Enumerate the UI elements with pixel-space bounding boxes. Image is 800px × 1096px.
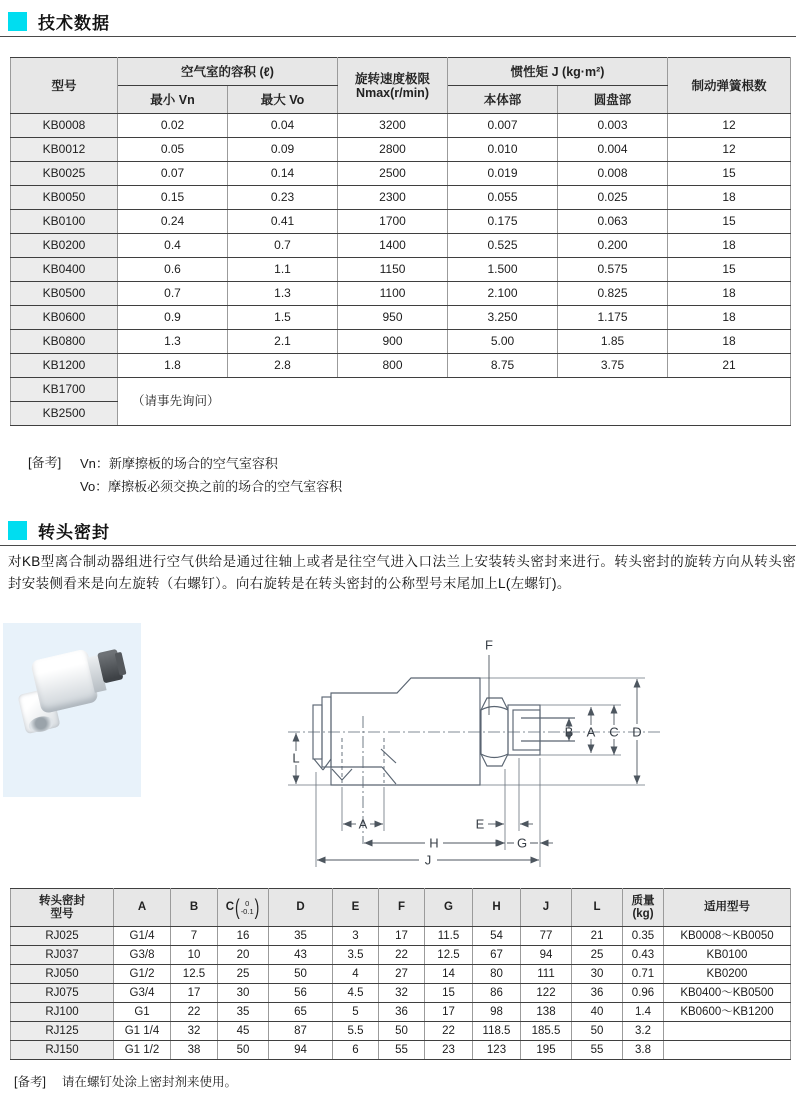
- table-cell: 900: [338, 330, 448, 354]
- table-cell-model: KB0100: [11, 210, 118, 234]
- col-header-f: F: [379, 889, 425, 927]
- table-row: [11, 162, 791, 186]
- table-cell: 5: [333, 1003, 379, 1022]
- rj-table-header: [11, 889, 791, 927]
- table-cell: 118.5: [473, 1022, 521, 1041]
- table-cell: 36: [572, 984, 623, 1003]
- remark-prefix: [备考]: [14, 1075, 46, 1089]
- table-cell: 0.003: [558, 114, 668, 138]
- col-header-g: G: [425, 889, 473, 927]
- table-cell: 0.96: [623, 984, 664, 1003]
- table-cell: 7: [171, 927, 218, 946]
- table-cell-model: KB0050: [11, 186, 118, 210]
- table-row: [11, 946, 791, 965]
- table-cell: 77: [521, 927, 572, 946]
- table-cell: 3.75: [558, 354, 668, 378]
- dim-label-e: E: [475, 816, 485, 832]
- table-cell: 1100: [338, 282, 448, 306]
- dim-label-a-port: A: [358, 816, 368, 832]
- centerlines: [288, 716, 660, 844]
- table-cell: 0.575: [558, 258, 668, 282]
- table-cell: 0.6: [118, 258, 228, 282]
- table-cell: KB0400～KB0500: [664, 984, 791, 1003]
- table-cell: 1.1: [228, 258, 338, 282]
- table-cell-model: KB0012: [11, 138, 118, 162]
- table-cell: 185.5: [521, 1022, 572, 1041]
- table-cell: 0.7: [118, 282, 228, 306]
- table-cell: 0.055: [448, 186, 558, 210]
- table-cell: [664, 1022, 791, 1041]
- table-cell-model: KB0500: [11, 282, 118, 306]
- table-cell: 138: [521, 1003, 572, 1022]
- table-cell: 55: [379, 1041, 425, 1060]
- table-cell: 18: [668, 330, 791, 354]
- col-header-seal-model: [11, 889, 114, 927]
- table-cell: 3200: [338, 114, 448, 138]
- table-cell: G1: [114, 1003, 171, 1022]
- col-header-springs: 制动弹簧根数: [668, 58, 791, 114]
- table-cell: 1.3: [118, 330, 228, 354]
- table-cell: 18: [668, 186, 791, 210]
- dim-label-l: L: [292, 750, 300, 766]
- table-cell: 0.43: [623, 946, 664, 965]
- table-cell: 15: [668, 258, 791, 282]
- table-cell: 35: [269, 927, 333, 946]
- table-row: [11, 1041, 791, 1060]
- table-cell: 50: [218, 1041, 269, 1060]
- table-row: [11, 282, 791, 306]
- table-cell: [664, 1041, 791, 1060]
- table-cell: 2.1: [228, 330, 338, 354]
- table-cell-model: KB2500: [11, 402, 118, 426]
- table-cell-model: RJ037: [11, 946, 114, 965]
- table-row: [11, 1003, 791, 1022]
- table-cell: 0.14: [228, 162, 338, 186]
- kb-table-body: [11, 114, 791, 378]
- c-tolerance-lower: -0.1: [240, 906, 254, 916]
- extension-lines: [288, 678, 645, 867]
- inquiry-note-cell: （请事先询问）: [118, 378, 791, 426]
- table-cell: 0.825: [558, 282, 668, 306]
- table-cell: 0.41: [228, 210, 338, 234]
- table-cell: 25: [572, 946, 623, 965]
- table-cell: 111: [521, 965, 572, 984]
- table-cell-model: KB0800: [11, 330, 118, 354]
- table-cell-model: RJ050: [11, 965, 114, 984]
- mass-line2: (kg): [632, 907, 654, 920]
- table-cell: G1/4: [114, 927, 171, 946]
- table-row: [11, 1022, 791, 1041]
- table-cell: 55: [572, 1041, 623, 1060]
- table-cell: 12.5: [425, 946, 473, 965]
- table-cell: 35: [218, 1003, 269, 1022]
- table-cell: G1 1/2: [114, 1041, 171, 1060]
- col-header-e: E: [333, 889, 379, 927]
- table-cell-model: RJ150: [11, 1041, 114, 1060]
- table-cell: 0.007: [448, 114, 558, 138]
- table-cell: 0.23: [228, 186, 338, 210]
- dim-label-h: H: [429, 835, 439, 851]
- table-cell: 11.5: [425, 927, 473, 946]
- table-cell: 0.9: [118, 306, 228, 330]
- paren-close: ): [254, 893, 260, 920]
- col-header-inertia: 惯性矩 J (kg·m²): [448, 58, 668, 86]
- table-cell: 30: [572, 965, 623, 984]
- section-divider: [0, 36, 796, 37]
- table-cell-model: RJ125: [11, 1022, 114, 1041]
- table-cell: 38: [171, 1041, 218, 1060]
- table-cell: 17: [171, 984, 218, 1003]
- table-cell: 94: [521, 946, 572, 965]
- kb-technical-table: [10, 57, 791, 426]
- table-cell: 17: [379, 927, 425, 946]
- table-cell: 16: [218, 927, 269, 946]
- table-cell: 30: [218, 984, 269, 1003]
- table-cell: 0.025: [558, 186, 668, 210]
- col-header-h: H: [473, 889, 521, 927]
- table-row: [11, 378, 791, 402]
- table-cell: 1.85: [558, 330, 668, 354]
- table-cell: 0.07: [118, 162, 228, 186]
- remark-prefix: [备考]: [28, 455, 62, 470]
- table-cell: 0.175: [448, 210, 558, 234]
- table-row: [11, 138, 791, 162]
- col-header-c: [218, 889, 269, 927]
- col-header-body-part: 本体部: [448, 86, 558, 114]
- table-cell: 12.5: [171, 965, 218, 984]
- table-cell: 0.24: [118, 210, 228, 234]
- dim-label-g: G: [516, 835, 528, 851]
- section-title: 技术数据: [38, 14, 110, 33]
- table-cell: 0.010: [448, 138, 558, 162]
- table-cell: 15: [425, 984, 473, 1003]
- table-cell: 1.500: [448, 258, 558, 282]
- dim-label-a: A: [586, 724, 596, 740]
- table-row: [11, 984, 791, 1003]
- dim-label-b: B: [564, 724, 574, 740]
- table-cell: 6: [333, 1041, 379, 1060]
- table-cell: 3.8: [623, 1041, 664, 1060]
- table-cell: 0.02: [118, 114, 228, 138]
- table-row: [11, 927, 791, 946]
- table-cell: 10: [171, 946, 218, 965]
- section-header-rotary-seal: [8, 518, 110, 543]
- table-cell: 14: [425, 965, 473, 984]
- dim-label-c: C: [609, 724, 619, 740]
- rj-seal-table: [10, 888, 791, 1060]
- table-cell: 50: [269, 965, 333, 984]
- remark-text: 请在螺钉处涂上密封剂来使用。: [62, 1075, 238, 1089]
- table-cell: 0.019: [448, 162, 558, 186]
- table-cell: 65: [269, 1003, 333, 1022]
- table-cell: 40: [572, 1003, 623, 1022]
- table-cell: 195: [521, 1041, 572, 1060]
- table-cell: 0.7: [228, 234, 338, 258]
- table-cell: G3/4: [114, 984, 171, 1003]
- table-cell: 122: [521, 984, 572, 1003]
- col-header-model: 型号: [11, 58, 118, 114]
- col-header-d: D: [269, 889, 333, 927]
- table-cell: 0.15: [118, 186, 228, 210]
- table-cell: 18: [668, 282, 791, 306]
- table-cell: 98: [473, 1003, 521, 1022]
- rotary-seal-description: 对KB型离合制动器组进行空气供给是通过往轴上或者是往空气进入口法兰上安装转头密封来进行。转头密封的旋转方向从转头密封安装侧看来是向左旋转（右螺钉）。向右旋转是在转头密封的公称型号末尾加上L(左螺钉)。: [8, 554, 796, 591]
- section-header-tech-data: [8, 9, 110, 34]
- table-cell: KB0008～KB0050: [664, 927, 791, 946]
- table-cell: 4.5: [333, 984, 379, 1003]
- table-cell-model: KB0600: [11, 306, 118, 330]
- table-cell-model: KB0025: [11, 162, 118, 186]
- table-cell: 1.3: [228, 282, 338, 306]
- table-cell: KB0200: [664, 965, 791, 984]
- col-header-a: A: [114, 889, 171, 927]
- table-cell: 0.71: [623, 965, 664, 984]
- kb-table-header: [11, 58, 791, 114]
- col-header-j: J: [521, 889, 572, 927]
- rj-table-body: [11, 927, 791, 1060]
- table-cell-model: KB0400: [11, 258, 118, 282]
- table-cell: G1 1/4: [114, 1022, 171, 1041]
- section-title: 转头密封: [38, 523, 110, 542]
- table-cell: 0.200: [558, 234, 668, 258]
- section-marker-icon: [8, 12, 27, 31]
- table-row: [11, 258, 791, 282]
- table-cell-model: KB0008: [11, 114, 118, 138]
- table-cell: 0.05: [118, 138, 228, 162]
- table-cell: 32: [379, 984, 425, 1003]
- table-cell: 17: [425, 1003, 473, 1022]
- table-cell: 45: [218, 1022, 269, 1041]
- col-header-min-vn: 最小 Vn: [118, 86, 228, 114]
- table-cell: 1700: [338, 210, 448, 234]
- dim-label-j: J: [424, 852, 432, 868]
- table-cell: 12: [668, 114, 791, 138]
- table-cell: 1.175: [558, 306, 668, 330]
- table-cell: 80: [473, 965, 521, 984]
- table-cell: 94: [269, 1041, 333, 1060]
- dimension-lines: [296, 655, 637, 860]
- remark-line-vn: Vn：新摩擦板的场合的空气室容积: [80, 456, 278, 471]
- c-tolerance-upper: 0: [245, 898, 250, 908]
- table-cell: 87: [269, 1022, 333, 1041]
- table-cell: 15: [668, 162, 791, 186]
- table-cell: 950: [338, 306, 448, 330]
- table-cell: 86: [473, 984, 521, 1003]
- col-header-mass: [623, 889, 664, 927]
- table-cell: 1400: [338, 234, 448, 258]
- table-cell-model: RJ075: [11, 984, 114, 1003]
- table-row: [11, 354, 791, 378]
- remark-note-vn-vo: [28, 452, 342, 498]
- table-cell: 22: [425, 1022, 473, 1041]
- table-cell: 4: [333, 965, 379, 984]
- table-cell: 50: [572, 1022, 623, 1041]
- table-cell: 27: [379, 965, 425, 984]
- table-cell: 8.75: [448, 354, 558, 378]
- table-row: [11, 234, 791, 258]
- kb-table-inquiry-rows: [11, 378, 791, 426]
- table-cell: 2.100: [448, 282, 558, 306]
- table-row: [11, 306, 791, 330]
- table-row: [11, 965, 791, 984]
- speed-limit-line2: Nmax(r/min): [356, 85, 429, 100]
- table-cell-model: KB0200: [11, 234, 118, 258]
- mass-line1: 质量: [631, 894, 655, 907]
- table-cell-model: RJ025: [11, 927, 114, 946]
- col-header-speed-limit: [338, 58, 448, 114]
- table-cell: 18: [668, 234, 791, 258]
- table-cell: 2.8: [228, 354, 338, 378]
- table-cell: 50: [379, 1022, 425, 1041]
- table-cell: 22: [379, 946, 425, 965]
- table-cell: 1.4: [623, 1003, 664, 1022]
- col-header-max-vo: 最大 Vo: [228, 86, 338, 114]
- table-cell: 0.004: [558, 138, 668, 162]
- table-cell: 3.2: [623, 1022, 664, 1041]
- seal-model-line1: 转头密封: [39, 894, 85, 907]
- table-cell: 5.5: [333, 1022, 379, 1041]
- table-row: [11, 330, 791, 354]
- table-cell: G1/2: [114, 965, 171, 984]
- table-row: [11, 210, 791, 234]
- col-header-applicable: 适用型号: [664, 889, 791, 927]
- col-header-b: B: [171, 889, 218, 927]
- table-cell-model: RJ100: [11, 1003, 114, 1022]
- table-cell: 36: [379, 1003, 425, 1022]
- table-cell: 3.250: [448, 306, 558, 330]
- section-marker-icon: [8, 521, 27, 540]
- table-cell: 21: [668, 354, 791, 378]
- table-cell: 800: [338, 354, 448, 378]
- table-cell: 0.04: [228, 114, 338, 138]
- remark-line-vo: Vo：摩擦板必须交换之前的场合的空气室容积: [80, 479, 343, 494]
- dim-label-f: F: [485, 637, 493, 653]
- table-cell: 0.525: [448, 234, 558, 258]
- col-header-l: L: [572, 889, 623, 927]
- table-cell-model: KB1200: [11, 354, 118, 378]
- table-cell: 0.063: [558, 210, 668, 234]
- section-divider: [0, 545, 796, 546]
- table-cell: 3.5: [333, 946, 379, 965]
- dimension-labels: [292, 638, 641, 868]
- table-cell: 67: [473, 946, 521, 965]
- table-cell: 0.008: [558, 162, 668, 186]
- c-label: C: [225, 901, 235, 913]
- table-row: [11, 186, 791, 210]
- remark-note-sealant: [14, 1072, 237, 1090]
- col-header-air-volume: 空气室的容积 (ℓ): [118, 58, 338, 86]
- table-cell: 0.35: [623, 927, 664, 946]
- table-cell: 1.5: [228, 306, 338, 330]
- table-cell: 0.4: [118, 234, 228, 258]
- table-cell: 20: [218, 946, 269, 965]
- table-cell: 3: [333, 927, 379, 946]
- table-cell: 23: [425, 1041, 473, 1060]
- dim-label-d: D: [632, 724, 642, 740]
- table-cell: 32: [171, 1022, 218, 1041]
- table-cell: G3/8: [114, 946, 171, 965]
- table-cell: 15: [668, 210, 791, 234]
- table-cell: 2300: [338, 186, 448, 210]
- table-cell: 1.8: [118, 354, 228, 378]
- speed-limit-line1: 旋转速度极限: [355, 71, 431, 86]
- table-cell: 43: [269, 946, 333, 965]
- table-cell: 2500: [338, 162, 448, 186]
- table-cell: KB0600～KB1200: [664, 1003, 791, 1022]
- table-cell: 12: [668, 138, 791, 162]
- table-cell: 56: [269, 984, 333, 1003]
- paren-open: (: [235, 893, 240, 920]
- table-row: [11, 114, 791, 138]
- table-cell: 5.00: [448, 330, 558, 354]
- seal-model-line2: 型号: [50, 907, 74, 920]
- table-cell: 25: [218, 965, 269, 984]
- table-cell: KB0100: [664, 946, 791, 965]
- table-cell: 21: [572, 927, 623, 946]
- table-cell: 2800: [338, 138, 448, 162]
- table-cell: 54: [473, 927, 521, 946]
- table-cell: 123: [473, 1041, 521, 1060]
- table-cell: 18: [668, 306, 791, 330]
- dimension-diagram: [0, 628, 800, 883]
- table-cell: 22: [171, 1003, 218, 1022]
- col-header-disc-part: 圆盘部: [558, 86, 668, 114]
- table-cell: 0.09: [228, 138, 338, 162]
- table-cell: 1150: [338, 258, 448, 282]
- joint-outline: [313, 678, 575, 785]
- table-cell-model: KB1700: [11, 378, 118, 402]
